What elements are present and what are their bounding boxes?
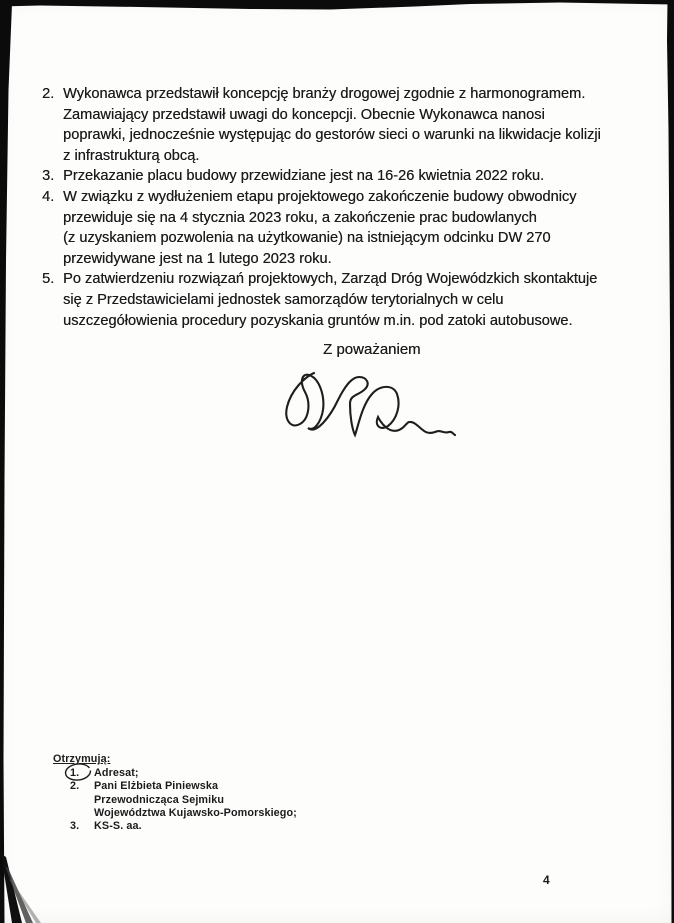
list-item-3 <box>42 166 652 187</box>
list-item-number: 2. <box>42 86 55 102</box>
list-item-number: 4. <box>42 188 55 205</box>
list-item-5 <box>42 269 652 331</box>
text-line: przewidywane jest na 1 lutego 2023 roku. <box>63 250 332 267</box>
text-line: Przekazanie placu budowy przewidziane jest na 16-26 kwietnia 2022 roku. <box>63 168 545 185</box>
list-item-2 <box>42 84 652 166</box>
text-line: Po zatwierdzeniu rozwiązań projektowych, Zarząd Dróg Wojewódzkich skontaktuje <box>63 271 598 288</box>
distribution-heading: Otrzymują: <box>53 753 111 765</box>
recipient-row <box>70 767 297 780</box>
text-line: (z uzyskaniem pozwolenia na użytkowanie) na istniejącym odcinku DW 270 <box>63 230 551 247</box>
text-line: KS-S. aa. <box>94 820 142 833</box>
recipient-number: 1. <box>70 767 80 780</box>
page-number: 4 <box>543 873 550 887</box>
handwritten-signature-icon <box>250 357 462 451</box>
recipient-row <box>70 780 297 820</box>
recipient-row <box>70 820 297 833</box>
recipient-text <box>94 820 297 833</box>
text-line: Pani Elżbieta Piniewska <box>94 780 219 793</box>
recipient-text <box>94 767 297 780</box>
text-line: Zamawiający przedstawił uwagi do koncepcji. Obecnie Wykonawca nanosi <box>63 106 545 123</box>
recipient-number: 2. <box>70 780 80 793</box>
distribution-list <box>53 753 297 833</box>
list-item-text <box>63 84 652 166</box>
text-line: z infrastrukturą obcą. <box>63 147 200 164</box>
list-item-4 <box>42 187 652 269</box>
text-line: Przewodnicząca Sejmiku <box>94 793 225 806</box>
list-item-text <box>63 269 652 331</box>
list-item-text <box>63 187 652 269</box>
closing-salutation: Z poważaniem <box>323 341 421 358</box>
list-item-number: 3. <box>42 168 55 185</box>
text-line: się z Przedstawicielami jednostek samorządów terytorialnych w celu <box>63 291 504 308</box>
text-line: Województwa Kujawsko-Pomorskiego; <box>94 806 297 819</box>
text-line: przewiduje się na 4 stycznia 2023 roku, a zakończenie prac budowlanych <box>63 209 537 226</box>
list-item-text <box>63 166 652 187</box>
text-line: poprawki, jednocześnie występując do gestorów sieci o warunki na likwidacje kolizji <box>63 127 601 144</box>
text-line: W związku z wydłużeniem etapu projektowego zakończenie budowy obwodnicy <box>63 188 577 205</box>
recipient-number: 3. <box>70 820 80 833</box>
numbered-list <box>42 84 652 331</box>
text-line: Wykonawca przedstawił koncepcję branży drogowej zgodnie z harmonogramem. <box>63 86 586 102</box>
recipient-text <box>94 780 297 820</box>
list-item-number: 5. <box>42 271 55 288</box>
text-line: Adresat; <box>94 767 139 780</box>
text-line: uszczegółowienia procedury pozyskania gruntów m.in. pod zatoki autobusowe. <box>63 312 573 329</box>
